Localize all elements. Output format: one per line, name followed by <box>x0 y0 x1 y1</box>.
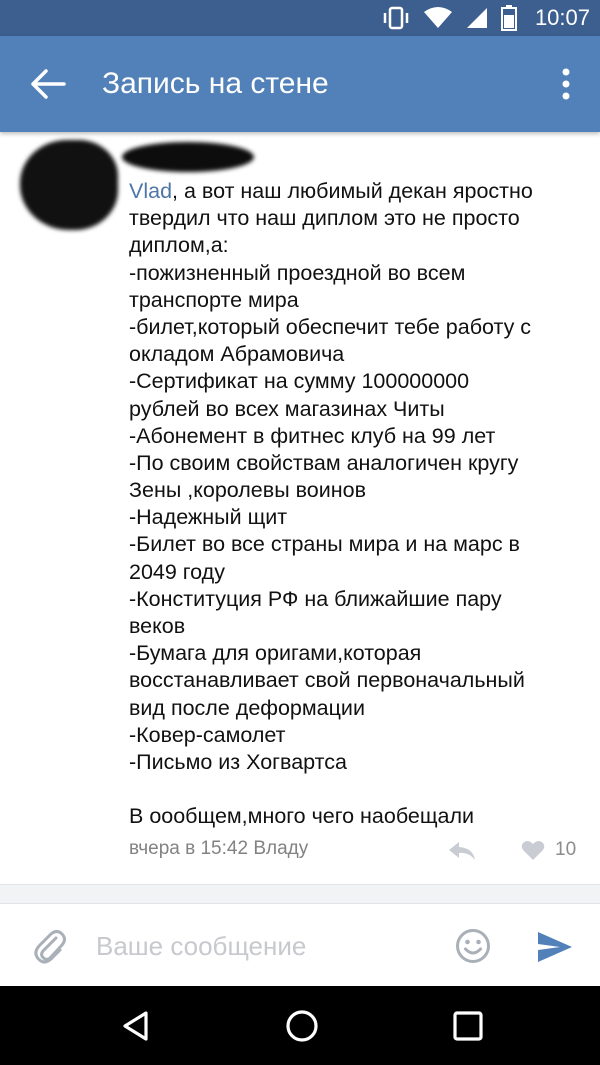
mention-link[interactable]: Vlad <box>129 179 173 203</box>
system-nav-bar <box>0 986 600 1065</box>
wall-post <box>0 132 600 884</box>
post-line: диплом,а: <box>129 233 229 258</box>
nav-back-icon[interactable] <box>118 1008 154 1044</box>
post-line: -пожизненный проездной во всем <box>129 260 466 285</box>
vibrate-icon <box>381 6 411 30</box>
post-line: 2049 году <box>129 559 225 584</box>
post-line: -Надежный щит <box>129 505 288 530</box>
post-line: -Билет во все страны мира и на марс в <box>129 532 520 557</box>
divider <box>0 884 600 904</box>
post-line: -Письмо из Хогвартса <box>129 749 347 774</box>
post-line: -Ковер-самолет <box>129 722 286 747</box>
message-composer <box>0 904 600 986</box>
wifi-icon <box>423 6 453 30</box>
reply-icon[interactable] <box>447 840 477 862</box>
app-bar <box>0 36 600 132</box>
nav-home-icon[interactable] <box>284 1008 320 1044</box>
post-line: В оообщем,много чего наобещали <box>129 804 475 829</box>
status-bar <box>0 0 600 36</box>
post-line: Vlad, а вот наш любимый декан яростно <box>129 179 533 203</box>
post-text <box>129 178 584 830</box>
post-line-empty <box>129 776 584 803</box>
more-vert-icon[interactable] <box>556 64 576 104</box>
post-meta <box>129 834 584 866</box>
like-button[interactable] <box>521 839 576 861</box>
post-line: -Конституция РФ на ближайшие пару <box>129 586 502 611</box>
nav-recents-icon[interactable] <box>452 1010 484 1042</box>
post-line: -Абонемент в фитнес клуб на 99 лет <box>129 423 496 448</box>
author-name-redacted[interactable] <box>122 142 254 172</box>
post-line: -Сертификат на сумму 100000000 <box>129 369 470 394</box>
avatar[interactable] <box>20 140 118 230</box>
post-line: восстанавливает свой первоначальный <box>129 668 525 693</box>
like-count: 10 <box>555 839 577 860</box>
status-icons <box>381 0 590 36</box>
paperclip-icon[interactable] <box>32 926 68 966</box>
post-line: -Бумага для оригами,которая <box>129 641 422 666</box>
status-time: 10:07 <box>534 5 590 30</box>
post-line: транспорте мира <box>129 287 299 312</box>
page-title: Запись на стене <box>102 67 329 100</box>
post-line: вид после деформации <box>129 695 365 720</box>
send-icon[interactable] <box>536 930 574 964</box>
post-line: окладом Абрамовича <box>129 342 345 367</box>
post-line: Зены ,королевы воинов <box>129 478 367 503</box>
post-line: -По своим свойствам аналогичен кругу <box>129 450 519 475</box>
battery-icon <box>501 5 517 31</box>
post-line: рублей во всех магазинах Читы <box>129 396 445 421</box>
heart-icon <box>521 840 545 861</box>
post-line: веков <box>129 614 186 638</box>
message-input[interactable] <box>96 926 436 966</box>
post-line: твердил что наш диплом это не просто <box>129 206 520 231</box>
signal-icon <box>465 6 489 30</box>
arrow-back-icon[interactable] <box>28 66 68 102</box>
post-line: -билет,который обеспечит тебе работу с <box>129 314 532 339</box>
emoji-icon[interactable] <box>455 928 491 964</box>
post-timestamp: вчера в 15:42 Владу <box>129 838 309 859</box>
